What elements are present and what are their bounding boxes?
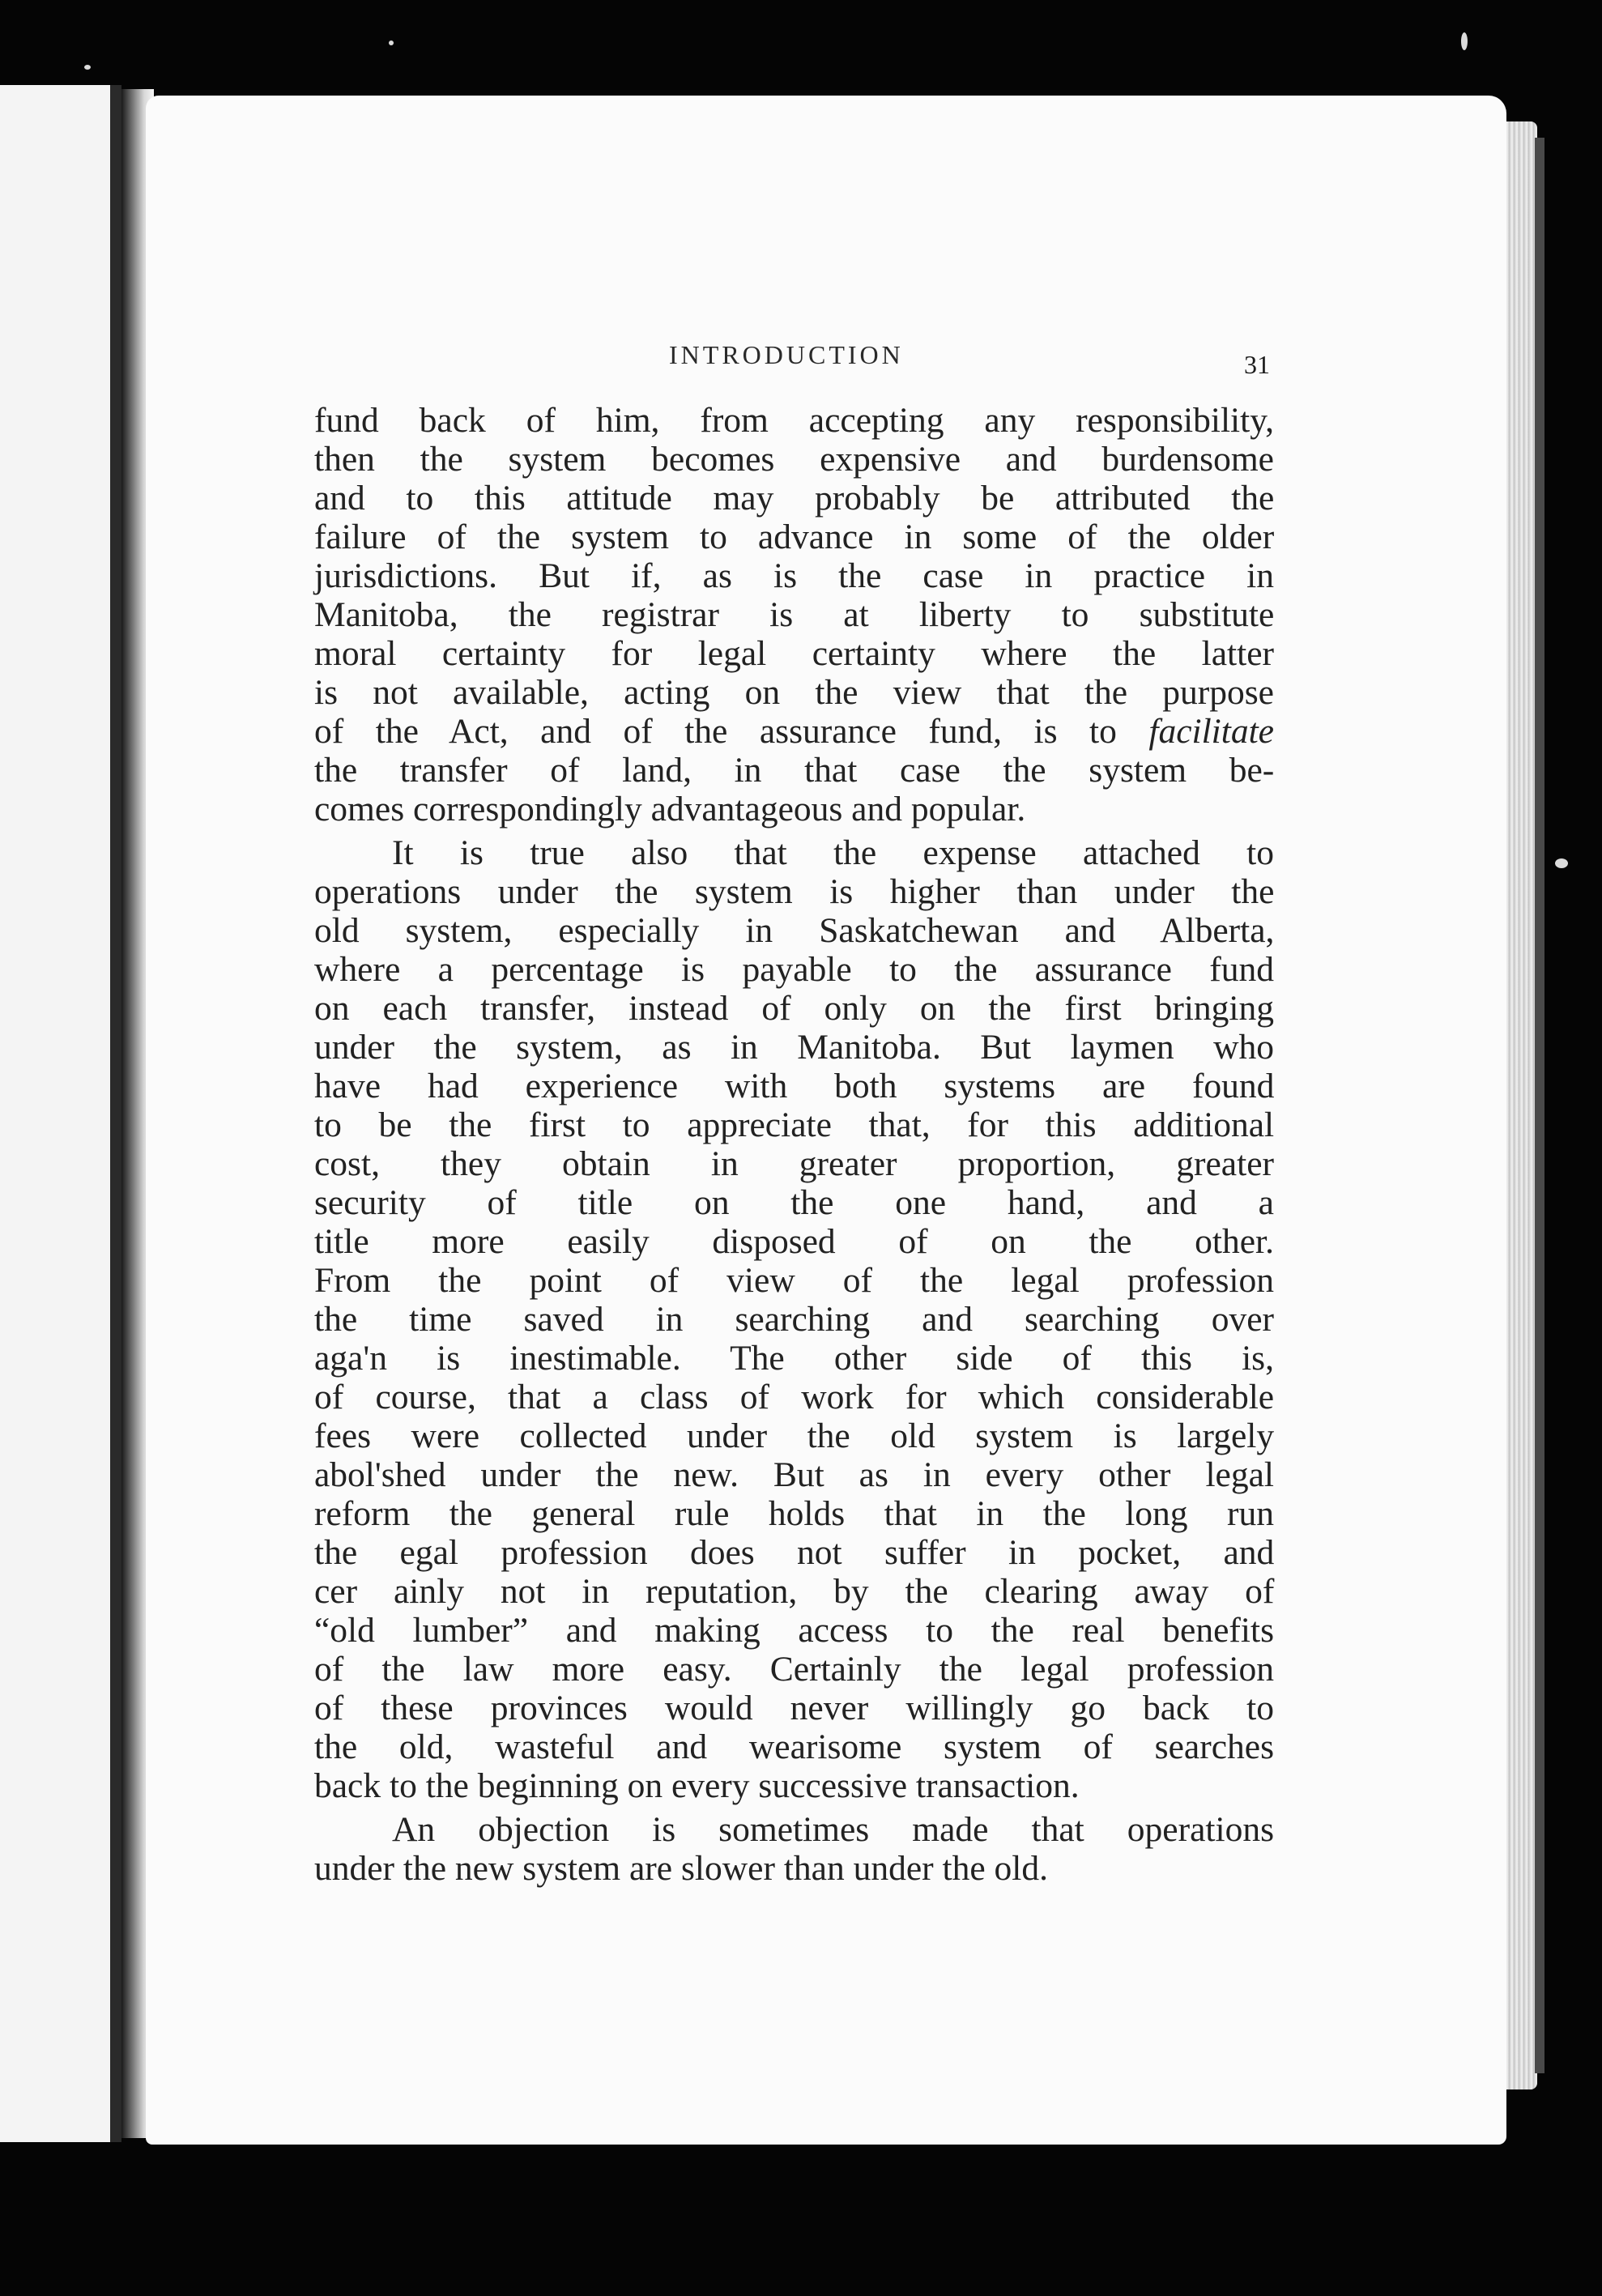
text-line: fund back of him, from accepting any responsibility, (314, 401, 1274, 440)
text-line: then the system becomes expensive and burdensome (314, 440, 1274, 479)
text-line: cost, they obtain in greater proportion, greater (314, 1144, 1274, 1183)
text-run: of the Act, and of the assurance fund, is to (314, 712, 1117, 751)
text-line: abol'shed under the new. But as in every other legal (314, 1455, 1274, 1494)
text-line: Manitoba, the registrar is at liberty to substitute (314, 595, 1275, 634)
scan-speck (389, 40, 394, 45)
text-line: where a percentage is payable to the assurance fund (314, 950, 1274, 989)
text-line: fees were collected under the old system is largely (314, 1416, 1275, 1455)
text-line: the egal profession does not suffer in pocket, and (314, 1533, 1275, 1572)
paragraph-1 (314, 401, 1274, 829)
text-line: failure of the system to advance in some of the older (314, 518, 1275, 556)
text-line: back to the beginning on every successive transaction. (314, 1766, 1080, 1805)
text-line: the transfer of land, in that case the system be- (314, 751, 1275, 790)
running-title: INTRODUCTION (669, 340, 904, 369)
scan-speck (1461, 32, 1468, 50)
text-line: It is true also that the expense attached to (392, 833, 1274, 872)
text-line: is not available, acting on the view that the purpose (314, 673, 1274, 712)
page-number: 31 (1244, 350, 1270, 379)
text-line: of these provinces would never willingly go back to (314, 1689, 1274, 1727)
text-line: to be the first to appreciate that, for this additional (314, 1105, 1275, 1144)
text-line: moral certainty for legal certainty where the latter (314, 634, 1274, 673)
text-line: on each transfer, instead of only on the first bringing (314, 989, 1274, 1028)
left-page-edge (0, 85, 121, 2142)
text-line: under the system, as in Manitoba. But laymen who (314, 1028, 1274, 1067)
italic-word: facilitate (1148, 712, 1274, 751)
text-line: of the law more easy. Certainly the legal profession (314, 1650, 1274, 1689)
body-text (314, 401, 1274, 1888)
text-line: the time saved in searching and searching over (314, 1300, 1274, 1339)
text-line: have had experience with both systems are found (314, 1067, 1275, 1105)
text-line: the old, wasteful and wearisome system of searches (314, 1727, 1274, 1766)
scan-speck (1555, 858, 1568, 868)
text-line: aga'n is inestimable. The other side of this is, (314, 1339, 1274, 1378)
text-line: and to this attitude may probably be attributed the (314, 479, 1275, 518)
text-line: old system, especially in Saskatchewan and Alberta, (314, 911, 1275, 950)
text-line: An objection is sometimes made that operations (392, 1810, 1274, 1849)
scan-speck (84, 65, 91, 70)
paragraph-3 (314, 1810, 1274, 1888)
text-line: jurisdictions. But if, as is the case in practice in (314, 556, 1274, 595)
paragraph-2 (314, 833, 1274, 1805)
text-line: of course, that a class of work for which considerable (314, 1378, 1275, 1416)
text-line: operations under the system is higher than under the (314, 872, 1275, 911)
text-line: From the point of view of the legal profession (314, 1261, 1274, 1300)
text-line: reform the general rule holds that in the long run (314, 1494, 1274, 1533)
text-line: title more easily disposed of on the other. (314, 1222, 1274, 1261)
text-line: “old lumber” and making access to the real benefits (314, 1611, 1274, 1650)
text-line: security of title on the one hand, and a (314, 1183, 1274, 1222)
text-line: cer ainly not in reputation, by the clearing away of (314, 1572, 1275, 1611)
text-line-with-italic (314, 712, 1274, 751)
text-line: comes correspondingly advantageous and popular. (314, 790, 1026, 829)
text-line: under the new system are slower than under the old. (314, 1849, 1048, 1888)
page-stack-shadow (1535, 138, 1544, 2073)
